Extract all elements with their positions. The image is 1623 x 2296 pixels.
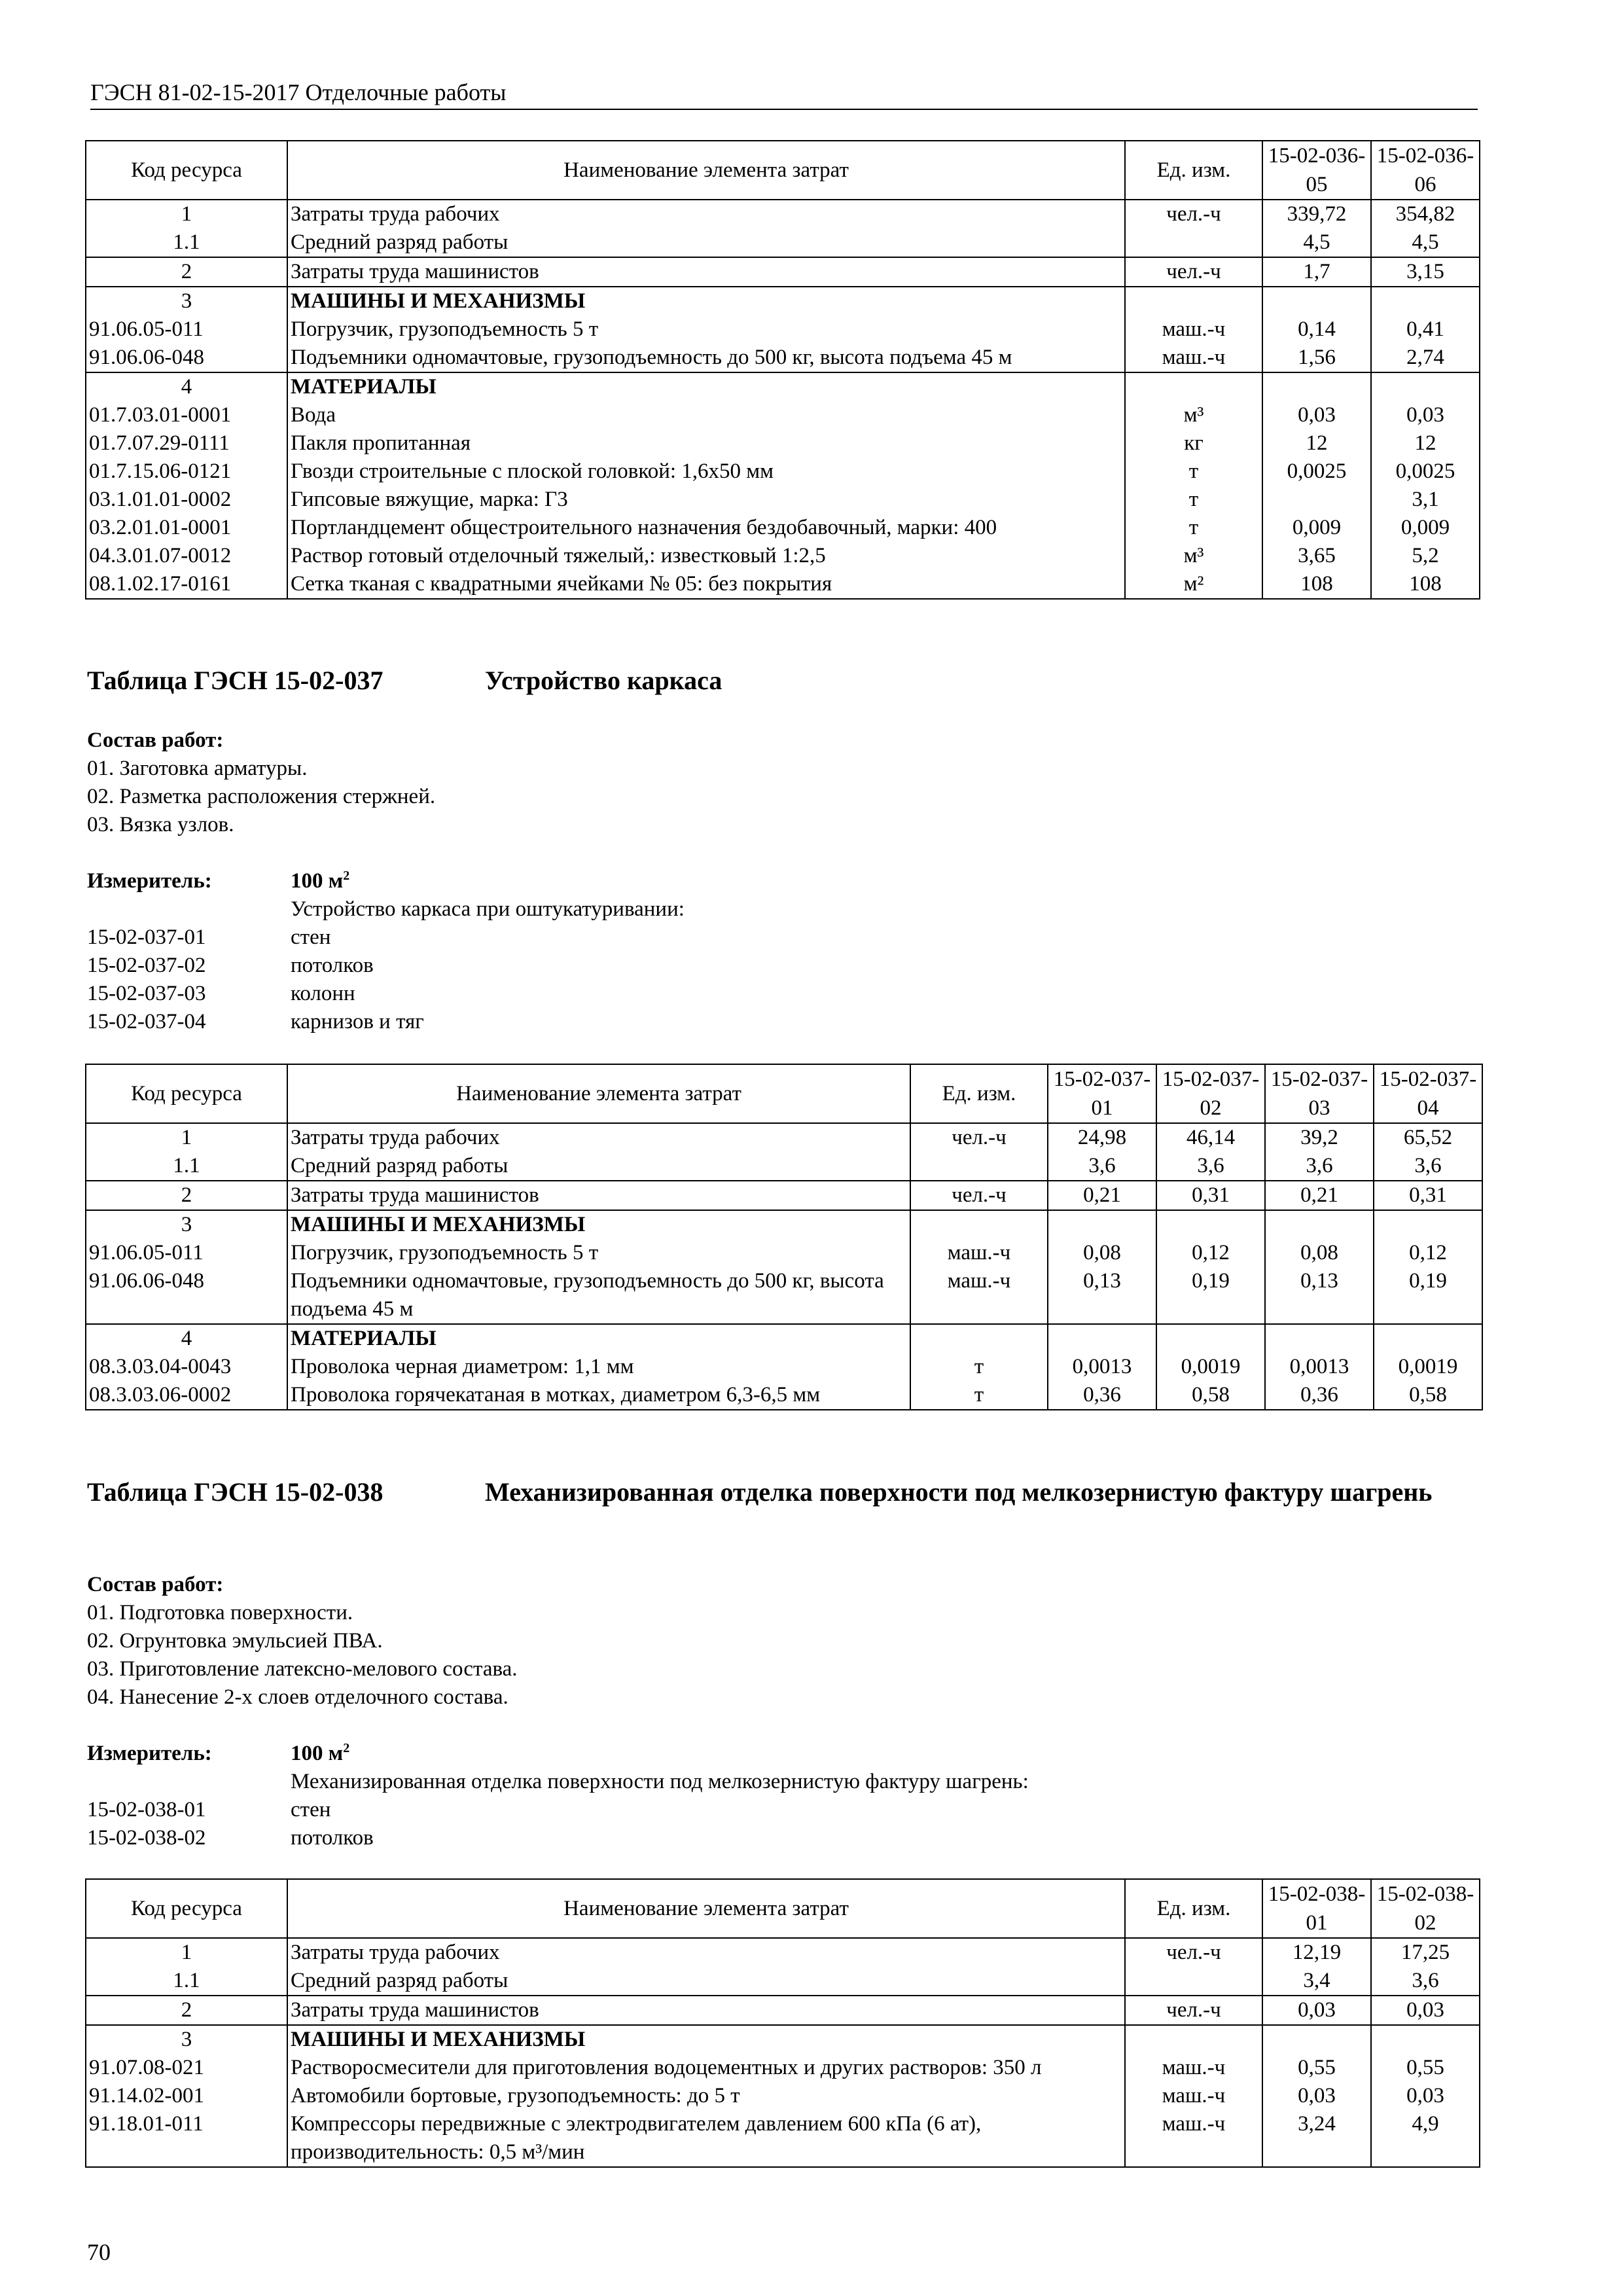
resource-name: Затраты труда машинистов: [287, 1181, 910, 1210]
table-row: [86, 372, 1480, 401]
header-unit: Ед. изм.: [1125, 141, 1262, 200]
works-composition: [87, 1571, 518, 1712]
norm-value: 0,41: [1371, 315, 1480, 344]
norm-value: 12: [1262, 429, 1371, 457]
resource-unit: м²: [1125, 570, 1262, 599]
table-row: [86, 2110, 1480, 2167]
resource-name: МАШИНЫ И МЕХАНИЗМЫ: [287, 2025, 1125, 2054]
table-name: Устройство каркаса: [485, 666, 722, 695]
resource-code: 3: [86, 2025, 287, 2054]
norm-value: 3,6: [1371, 1967, 1480, 1996]
norm-value: [1156, 1210, 1265, 1239]
table-row: [86, 1353, 1482, 1381]
resource-unit: маш.-ч: [1125, 2054, 1262, 2082]
norm-value: 0,55: [1262, 2054, 1371, 2082]
norm-value: 0,31: [1374, 1181, 1482, 1210]
resource-unit: т: [1125, 514, 1262, 542]
norm-value: 24,98: [1048, 1123, 1156, 1152]
header-name: Наименование элемента затрат: [287, 1064, 910, 1123]
norm-value: 0,0019: [1374, 1353, 1482, 1381]
norm-value: 3,24: [1262, 2110, 1371, 2167]
norm-value: 0,0013: [1265, 1353, 1374, 1381]
resource-name: Подъемники одномачтовые, грузоподъемность до 500 кг, высота подъема 45 м: [287, 1267, 910, 1324]
norm-value: 2,74: [1371, 344, 1480, 372]
resource-code: 08.1.02.17-0161: [86, 570, 287, 599]
table-row: [86, 1967, 1480, 1996]
norm-value: 3,6: [1048, 1152, 1156, 1181]
resource-unit: [910, 1324, 1048, 1353]
norm-value: 0,55: [1371, 2054, 1480, 2082]
table-row: [86, 1996, 1480, 2025]
norm-value: 0,0013: [1048, 1353, 1156, 1381]
resource-name: Компрессоры передвижные с электродвигателем давлением 600 кПа (6 ат), производительность: 0,5 м³/мин: [287, 2110, 1125, 2167]
table-row: [86, 315, 1480, 344]
norm-value: [1048, 1324, 1156, 1353]
norm-value: 0,03: [1371, 1996, 1480, 2025]
table-row: [86, 542, 1480, 570]
resource-unit: [910, 1152, 1048, 1181]
header-norm-code: 15-02-036-06: [1371, 141, 1480, 200]
norm-value: [1156, 1324, 1265, 1353]
norm-value: 3,15: [1371, 257, 1480, 287]
norm-value: 0,13: [1048, 1267, 1156, 1324]
resource-code: 01.7.15.06-0121: [86, 457, 287, 486]
norm-value: [1048, 1210, 1156, 1239]
resource-name: Затраты труда рабочих: [287, 1938, 1125, 1967]
measure-item: [87, 924, 1461, 952]
resource-code: 04.3.01.07-0012: [86, 542, 287, 570]
norm-value: 0,0019: [1156, 1353, 1265, 1381]
resource-name: Раствор готовый отделочный тяжелый,: известковый 1:2,5: [287, 542, 1125, 570]
work-step: 04. Нанесение 2-х слоев отделочного состава.: [87, 1685, 508, 1709]
table-row: [86, 429, 1480, 457]
header-norm-code: 15-02-036-05: [1262, 141, 1371, 200]
norm-value: 3,6: [1265, 1152, 1374, 1181]
norm-value: 0,19: [1374, 1267, 1482, 1324]
table-name: Механизированная отделка поверхности под мелкозернистую фактуру шагрень: [485, 1477, 1433, 1507]
work-step: 03. Приготовление латексно-мелового состава.: [87, 1657, 518, 1681]
norm-value: 339,72: [1262, 200, 1371, 228]
norm-value: [1374, 1324, 1482, 1353]
resource-unit: м³: [1125, 542, 1262, 570]
works-composition: [87, 726, 435, 839]
resource-code: 91.06.05-011: [86, 1239, 287, 1267]
resource-unit: т: [910, 1381, 1048, 1410]
norm-code: 15-02-037-04: [87, 1010, 206, 1033]
resource-code: 1: [86, 1123, 287, 1152]
resource-name: Затраты труда машинистов: [287, 1996, 1125, 2025]
measure-description: Механизированная отделка поверхности под мелкозернистую фактуру шагрень:: [291, 1770, 1029, 1793]
measure-label: Измеритель:: [87, 1742, 212, 1765]
works-heading: Состав работ:: [87, 728, 224, 752]
header-unit: Ед. изм.: [1125, 1879, 1262, 1938]
norm-value: 0,0025: [1262, 457, 1371, 486]
table-row: [86, 457, 1480, 486]
resource-name: Пакля пропитанная: [287, 429, 1125, 457]
measure-block: [87, 1740, 1461, 1852]
norm-value: 3,4: [1262, 1967, 1371, 1996]
resource-name: МАШИНЫ И МЕХАНИЗМЫ: [287, 1210, 910, 1239]
table-row: [86, 401, 1480, 429]
work-step: 02. Разметка расположения стержней.: [87, 785, 436, 808]
resource-unit: кг: [1125, 429, 1262, 457]
resource-code: 1: [86, 1938, 287, 1967]
resource-code: 2: [86, 1996, 287, 2025]
norm-value: [1371, 2025, 1480, 2054]
resource-name: Растворосмесители для приготовления водоцементных и других растворов: 350 л: [287, 2054, 1125, 2082]
header-norm-code: 15-02-037-02: [1156, 1064, 1265, 1123]
norm-value: [1262, 2025, 1371, 2054]
resource-unit: [1125, 372, 1262, 401]
resource-name: Погрузчик, грузоподъемность 5 т: [287, 1239, 910, 1267]
resource-name: МАТЕРИАЛЫ: [287, 1324, 910, 1353]
norm-value: 0,03: [1262, 2082, 1371, 2110]
norm-value: [1262, 287, 1371, 315]
table-row: [86, 1210, 1482, 1239]
work-step: 03. Вязка узлов.: [87, 813, 234, 836]
table-row: [86, 287, 1480, 315]
resource-table: [85, 140, 1480, 600]
norm-value: 0,14: [1262, 315, 1371, 344]
resource-code: 08.3.03.06-0002: [86, 1381, 287, 1410]
norm-name: стен: [291, 925, 331, 949]
norm-code: 15-02-037-03: [87, 982, 206, 1005]
table-row: [86, 1381, 1482, 1410]
norm-value: 0,03: [1262, 401, 1371, 429]
resource-unit: чел.-ч: [1125, 1996, 1262, 2025]
table-row: [86, 1181, 1482, 1210]
norm-value: 12: [1371, 429, 1480, 457]
table-row: [86, 1267, 1482, 1324]
norm-value: 12,19: [1262, 1938, 1371, 1967]
norm-value: 0,08: [1265, 1239, 1374, 1267]
norm-value: 4,9: [1371, 2110, 1480, 2167]
resource-name: Средний разряд работы: [287, 1152, 910, 1181]
norm-value: 0,009: [1262, 514, 1371, 542]
table-row: [86, 344, 1480, 372]
norm-value: [1371, 287, 1480, 315]
table-row: [86, 2025, 1480, 2054]
resource-unit: маш.-ч: [1125, 315, 1262, 344]
resource-code: 1.1: [86, 228, 287, 257]
resource-code: 1.1: [86, 1967, 287, 1996]
resource-code: 2: [86, 257, 287, 287]
measure-item: [87, 1824, 1461, 1852]
header-norm-code: 15-02-037-01: [1048, 1064, 1156, 1123]
norm-value: 108: [1262, 570, 1371, 599]
resource-name: Средний разряд работы: [287, 228, 1125, 257]
resource-unit: маш.-ч: [1125, 2082, 1262, 2110]
resource-code: 1: [86, 200, 287, 228]
norm-value: 0,03: [1371, 2082, 1480, 2110]
measure-item: [87, 1008, 1461, 1036]
resource-unit: [1125, 287, 1262, 315]
resource-unit: т: [910, 1353, 1048, 1381]
header-code: Код ресурса: [86, 141, 287, 200]
table-row: [86, 257, 1480, 287]
resource-unit: м³: [1125, 401, 1262, 429]
resource-code: 03.2.01.01-0001: [86, 514, 287, 542]
table-15-02-038: [85, 1878, 1480, 2168]
header-unit: Ед. изм.: [910, 1064, 1048, 1123]
norm-value: [1371, 372, 1480, 401]
norm-value: 0,19: [1156, 1267, 1265, 1324]
norm-name: колонн: [291, 982, 355, 1005]
table-row: [86, 1938, 1480, 1967]
norm-value: 0,12: [1374, 1239, 1482, 1267]
table-row: [86, 228, 1480, 257]
resource-code: 91.14.02-001: [86, 2082, 287, 2110]
resource-table: [85, 1878, 1480, 2168]
norm-value: 3,65: [1262, 542, 1371, 570]
resource-name: Затраты труда рабочих: [287, 1123, 910, 1152]
resource-unit: т: [1125, 486, 1262, 514]
resource-unit: маш.-ч: [1125, 2110, 1262, 2167]
resource-name: Средний разряд работы: [287, 1967, 1125, 1996]
resource-code: 91.06.05-011: [86, 315, 287, 344]
table-label: Таблица ГЭСН 15-02-037: [87, 666, 383, 695]
table-header-row: [86, 141, 1480, 200]
resource-name: Гвозди строительные с плоской головкой: 1,6x50 мм: [287, 457, 1125, 486]
norm-value: 17,25: [1371, 1938, 1480, 1967]
table-row: [86, 1152, 1482, 1181]
table-row: [86, 2082, 1480, 2110]
norm-value: 3,1: [1371, 486, 1480, 514]
header-norm-code: 15-02-037-04: [1374, 1064, 1482, 1123]
norm-value: 3,6: [1156, 1152, 1265, 1181]
norm-value: 4,5: [1371, 228, 1480, 257]
resource-code: 01.7.03.01-0001: [86, 401, 287, 429]
header-name: Наименование элемента затрат: [287, 1879, 1125, 1938]
resource-unit: [1125, 2025, 1262, 2054]
measure-block: [87, 867, 1461, 1036]
resource-table: [85, 1064, 1483, 1410]
norm-name: потолков: [291, 954, 374, 977]
section-title-15-02-038: [87, 1475, 1488, 1543]
norm-value: 0,36: [1048, 1381, 1156, 1410]
resource-code: 03.1.01.01-0002: [86, 486, 287, 514]
table-header-row: [86, 1064, 1482, 1123]
table-row: [86, 1324, 1482, 1353]
norm-value: 108: [1371, 570, 1480, 599]
table-15-02-036: [85, 140, 1480, 600]
norm-value: 0,009: [1371, 514, 1480, 542]
norm-value: 0,03: [1262, 1996, 1371, 2025]
norm-value: [1374, 1210, 1482, 1239]
resource-unit: чел.-ч: [910, 1181, 1048, 1210]
resource-unit: маш.-ч: [910, 1267, 1048, 1324]
norm-code: 15-02-037-02: [87, 954, 206, 977]
resource-name: МАШИНЫ И МЕХАНИЗМЫ: [287, 287, 1125, 315]
resource-code: 91.07.08-021: [86, 2054, 287, 2082]
norm-value: 0,36: [1265, 1381, 1374, 1410]
norm-value: 0,0025: [1371, 457, 1480, 486]
norm-name: стен: [291, 1798, 331, 1821]
norm-name: потолков: [291, 1826, 374, 1850]
norm-value: 65,52: [1374, 1123, 1482, 1152]
norm-name: карнизов и тяг: [291, 1010, 424, 1033]
resource-name: Проволока горячекатаная в мотках, диаметром 6,3-6,5 мм: [287, 1381, 910, 1410]
resource-name: Вода: [287, 401, 1125, 429]
header-code: Код ресурса: [86, 1879, 287, 1938]
norm-value: 0,12: [1156, 1239, 1265, 1267]
resource-code: 3: [86, 287, 287, 315]
resource-name: Портландцемент общестроительного назначения бездобавочный, марки: 400: [287, 514, 1125, 542]
table-row: [86, 1239, 1482, 1267]
measure-label: Измеритель:: [87, 869, 212, 893]
norm-value: 5,2: [1371, 542, 1480, 570]
resource-name: МАТЕРИАЛЫ: [287, 372, 1125, 401]
resource-code: 91.06.06-048: [86, 344, 287, 372]
resource-unit: чел.-ч: [1125, 1938, 1262, 1967]
norm-code: 15-02-038-01: [87, 1798, 206, 1821]
resource-code: 91.18.01-011: [86, 2110, 287, 2167]
norm-value: [1262, 372, 1371, 401]
norm-value: 0,31: [1156, 1181, 1265, 1210]
norm-value: 46,14: [1156, 1123, 1265, 1152]
norm-value: 0,58: [1374, 1381, 1482, 1410]
resource-code: 2: [86, 1181, 287, 1210]
table-15-02-037: [85, 1064, 1483, 1410]
norm-value: [1262, 486, 1371, 514]
norm-value: 0,21: [1265, 1181, 1374, 1210]
header-code: Код ресурса: [86, 1064, 287, 1123]
norm-value: 1,7: [1262, 257, 1371, 287]
norm-code: 15-02-037-01: [87, 925, 206, 949]
work-step: 02. Огрунтовка эмульсией ПВА.: [87, 1629, 383, 1653]
measure-value: 100 $м^2$: [291, 869, 350, 893]
resource-code: 4: [86, 372, 287, 401]
measure-item: [87, 1796, 1461, 1824]
header-name: Наименование элемента затрат: [287, 141, 1125, 200]
resource-unit: маш.-ч: [1125, 344, 1262, 372]
norm-value: 4,5: [1262, 228, 1371, 257]
resource-name: Затраты труда рабочих: [287, 200, 1125, 228]
table-row: [86, 200, 1480, 228]
norm-value: 0,21: [1048, 1181, 1156, 1210]
resource-name: Сетка тканая с квадратными ячейками № 05: без покрытия: [287, 570, 1125, 599]
work-step: 01. Подготовка поверхности.: [87, 1601, 353, 1624]
norm-value: 0,08: [1048, 1239, 1156, 1267]
resource-name: Автомобили бортовые, грузоподъемность: до 5 т: [287, 2082, 1125, 2110]
resource-name: Проволока черная диаметром: 1,1 мм: [287, 1353, 910, 1381]
resource-unit: маш.-ч: [910, 1239, 1048, 1267]
resource-code: 91.06.06-048: [86, 1267, 287, 1324]
table-row: [86, 1123, 1482, 1152]
resource-name: Гипсовые вяжущие, марка: Г3: [287, 486, 1125, 514]
table-row: [86, 570, 1480, 599]
resource-code: 1.1: [86, 1152, 287, 1181]
measure-item: [87, 980, 1461, 1008]
norm-value: 0,03: [1371, 401, 1480, 429]
norm-value: [1265, 1210, 1374, 1239]
norm-value: [1265, 1324, 1374, 1353]
resource-unit: чел.-ч: [910, 1123, 1048, 1152]
resource-unit: [1125, 1967, 1262, 1996]
header-norm-code: 15-02-037-03: [1265, 1064, 1374, 1123]
resource-unit: чел.-ч: [1125, 200, 1262, 228]
table-header-row: [86, 1879, 1480, 1938]
page-number: 70: [87, 2239, 111, 2265]
resource-code: 08.3.03.04-0043: [86, 1353, 287, 1381]
measure-description: Устройство каркаса при оштукатуривании:: [291, 897, 685, 921]
resource-unit: чел.-ч: [1125, 257, 1262, 287]
resource-name: Подъемники одномачтовые, грузоподъемность до 500 кг, высота подъема 45 м: [287, 344, 1125, 372]
norm-value: 0,13: [1265, 1267, 1374, 1324]
measure-item: [87, 952, 1461, 980]
table-row: [86, 514, 1480, 542]
header-norm-code: 15-02-038-02: [1371, 1879, 1480, 1938]
header-norm-code: 15-02-038-01: [1262, 1879, 1371, 1938]
section-title-15-02-037: [87, 664, 1488, 698]
work-step: 01. Заготовка арматуры.: [87, 757, 308, 780]
resource-unit: т: [1125, 457, 1262, 486]
works-heading: Состав работ:: [87, 1573, 224, 1596]
resource-name: Затраты труда машинистов: [287, 257, 1125, 287]
resource-name: Погрузчик, грузоподъемность 5 т: [287, 315, 1125, 344]
norm-code: 15-02-038-02: [87, 1826, 206, 1850]
measure-value: 100 $м^2$: [291, 1741, 350, 1765]
norm-value: 0,58: [1156, 1381, 1265, 1410]
resource-code: 3: [86, 1210, 287, 1239]
table-label: Таблица ГЭСН 15-02-038: [87, 1477, 383, 1507]
header-title: ГЭСН 81-02-15-2017 Отделочные работы: [90, 79, 507, 105]
norm-value: 1,56: [1262, 344, 1371, 372]
norm-value: 3,6: [1374, 1152, 1482, 1181]
table-row: [86, 486, 1480, 514]
resource-unit: [1125, 228, 1262, 257]
running-header: [90, 77, 1478, 110]
norm-value: 354,82: [1371, 200, 1480, 228]
resource-code: 4: [86, 1324, 287, 1353]
table-row: [86, 2054, 1480, 2082]
norm-value: 39,2: [1265, 1123, 1374, 1152]
resource-unit: [910, 1210, 1048, 1239]
resource-code: 01.7.07.29-0111: [86, 429, 287, 457]
